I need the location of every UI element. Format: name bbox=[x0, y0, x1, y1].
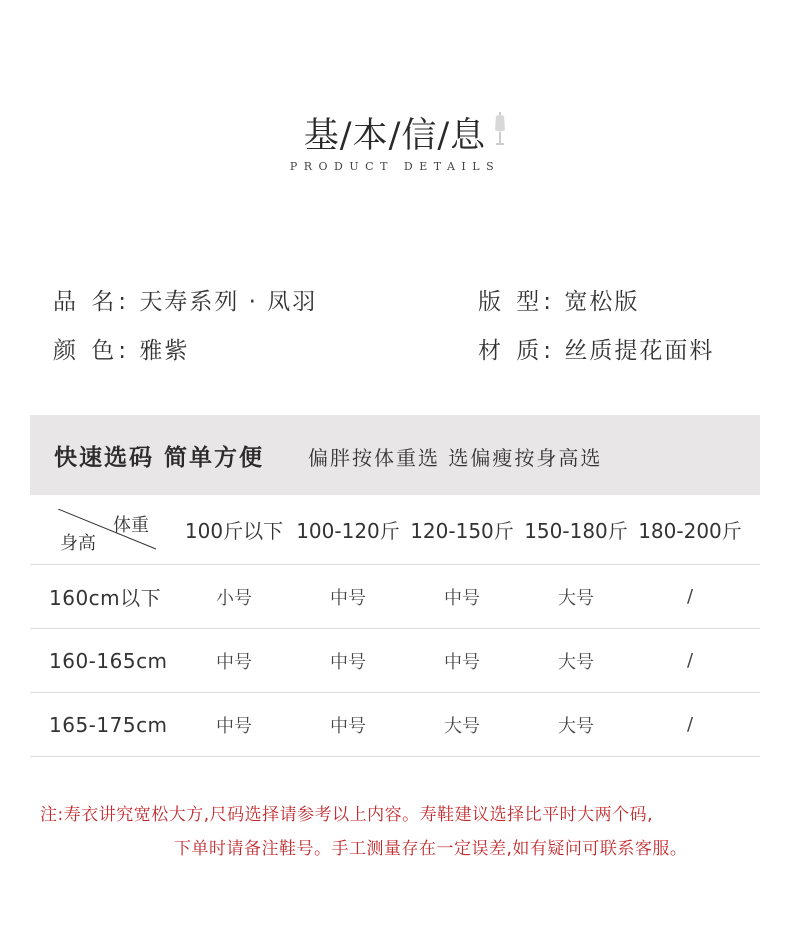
row-height-label: 165-175cm bbox=[49, 712, 168, 737]
corner-weight-label: 体重 bbox=[113, 515, 149, 536]
table-row bbox=[30, 629, 760, 693]
note-line-2: 下单时请备注鞋号。手工测量存在一定误差,如有疑问可联系客服。 bbox=[174, 839, 688, 859]
info-material-value: 丝质提花面料 bbox=[564, 338, 715, 364]
info-color-value: 雅紫 bbox=[139, 338, 190, 364]
banner-main-text: 快速选码 简单方便 bbox=[54, 445, 265, 471]
info-color-label: 颜 色: bbox=[53, 338, 131, 364]
info-color bbox=[53, 332, 189, 365]
info-fit bbox=[478, 283, 639, 316]
size-cell: 小号 bbox=[216, 587, 252, 609]
size-table-header bbox=[30, 495, 760, 565]
row-height-label: 160cm以下 bbox=[49, 586, 162, 610]
size-cell: 大号 bbox=[558, 651, 594, 673]
column-header: 180-200斤 bbox=[638, 519, 742, 543]
info-name bbox=[53, 283, 317, 316]
row-height-label: 160-165cm bbox=[49, 648, 168, 673]
size-cell: 中号 bbox=[444, 587, 480, 609]
section-title-wrap bbox=[0, 108, 790, 158]
info-material bbox=[478, 332, 714, 365]
table-row bbox=[30, 565, 760, 629]
column-header: 100斤以下 bbox=[184, 519, 284, 543]
column-header: 120-150斤 bbox=[410, 519, 514, 543]
size-guide-banner bbox=[30, 415, 760, 495]
size-cell: / bbox=[686, 650, 694, 671]
page-subtitle: PRODUCT DETAILS bbox=[289, 160, 501, 173]
mannequin-icon bbox=[492, 112, 508, 146]
corner-height-label: 身高 bbox=[60, 533, 96, 554]
size-cell: 大号 bbox=[558, 715, 594, 737]
size-cell: 中号 bbox=[330, 651, 366, 673]
banner-sub-text: 偏胖按体重选 选偏瘦按身高选 bbox=[308, 446, 603, 470]
info-name-value: 天寿系列 · 凤羽 bbox=[139, 289, 318, 315]
size-cell: / bbox=[686, 714, 694, 735]
size-cell: / bbox=[686, 586, 694, 607]
info-material-label: 材 质: bbox=[478, 338, 556, 364]
size-cell: 中号 bbox=[330, 587, 366, 609]
size-cell: 中号 bbox=[330, 715, 366, 737]
size-cell: 中号 bbox=[216, 715, 252, 737]
size-table bbox=[30, 495, 760, 757]
table-row bbox=[30, 693, 760, 757]
note-line-1: 注:寿衣讲究宽松大方,尺码选择请参考以上内容。寿鞋建议选择比平时大两个码, bbox=[40, 805, 654, 825]
info-name-label: 品 名: bbox=[53, 289, 131, 315]
page-title-text: 基/本/信/息 bbox=[303, 116, 487, 156]
info-fit-label: 版 型: bbox=[478, 289, 556, 315]
size-cell: 中号 bbox=[216, 651, 252, 673]
column-header: 100-120斤 bbox=[296, 519, 400, 543]
info-fit-value: 宽松版 bbox=[564, 289, 640, 315]
page-title bbox=[304, 108, 486, 158]
size-cell: 中号 bbox=[444, 651, 480, 673]
column-header: 150-180斤 bbox=[524, 519, 628, 543]
size-cell: 大号 bbox=[444, 715, 480, 737]
size-cell: 大号 bbox=[558, 587, 594, 609]
